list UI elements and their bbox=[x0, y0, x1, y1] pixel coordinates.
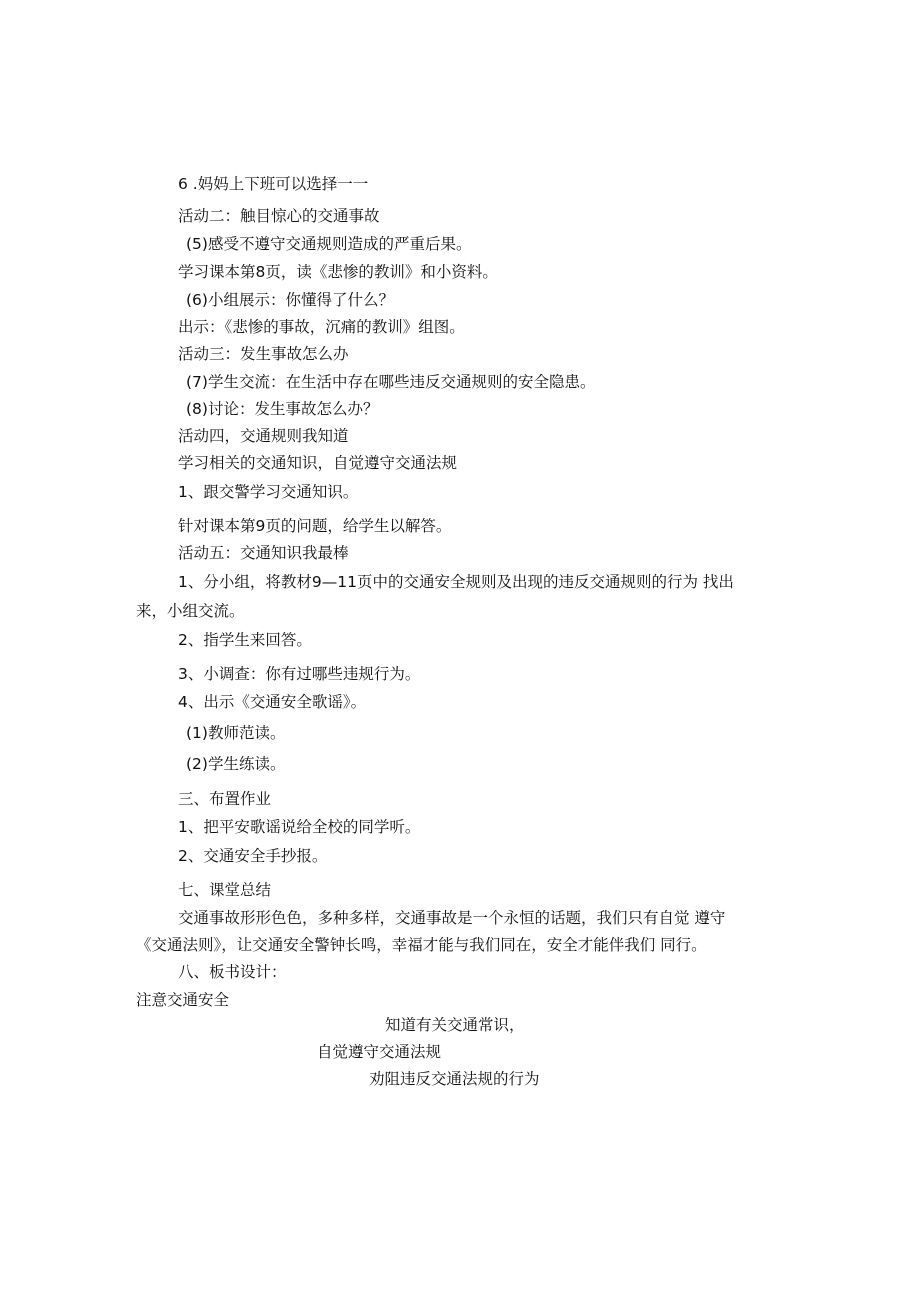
text-line: 来，小组交流。 bbox=[136, 602, 245, 620]
text-line: (6)小组展示：你懂得了什么？ bbox=[186, 291, 394, 309]
board-item: 自觉遵守交通法规 bbox=[317, 1043, 442, 1061]
text-line: 出示：《悲惨的事故，沉痛的教训》组图。 bbox=[178, 318, 465, 336]
text-line: 交通事故形形色色，多种多样，交通事故是一个永恒的话题，我们只有自觉 遵守 bbox=[178, 909, 726, 927]
text-line: (7)学生交流：在生活中存在哪些违反交通规则的安全隐患。 bbox=[186, 373, 596, 391]
section-heading: 活动五：交通知识我最棒 bbox=[178, 544, 349, 562]
board-title: 注意交通安全 bbox=[136, 991, 230, 1009]
section-heading: 七、课堂总结 bbox=[178, 881, 272, 899]
section-heading: 活动三：发生事故怎么办 bbox=[178, 345, 349, 363]
text-line: 2、交通安全手抄报。 bbox=[178, 847, 328, 865]
section-heading: 活动四，交通规则我知道 bbox=[178, 427, 349, 445]
text-line: (5)感受不遵守交通规则造成的严重后果。 bbox=[186, 235, 472, 253]
text-line: 学习相关的交通知识，自觉遵守交通法规 bbox=[178, 454, 458, 472]
text-line: 学习课本第8页，读《悲惨的教训》和小资料。 bbox=[178, 263, 498, 281]
text-line: 4、出示《交通安全歌谣》。 bbox=[178, 693, 367, 711]
text-line: (1)教师范读。 bbox=[186, 724, 286, 742]
text-line: 1、跟交警学习交通知识。 bbox=[178, 483, 359, 501]
section-heading: 活动二：触目惊心的交通事故 bbox=[178, 207, 380, 225]
text-line: 2、指学生来回答。 bbox=[178, 631, 312, 649]
text-line: 《交通法则》，让交通安全警钟长鸣，幸福才能与我们同在，安全才能伴我们 同行。 bbox=[136, 936, 707, 954]
text-line: (8)讨论：发生事故怎么办？ bbox=[186, 400, 379, 418]
text-line: (2)学生练读。 bbox=[186, 755, 286, 773]
text-line: 3、小调查：你有过哪些违规行为。 bbox=[178, 665, 421, 683]
text-line: 针对课本第9页的问题，给学生以解答。 bbox=[178, 517, 452, 535]
section-heading: 三、布置作业 bbox=[178, 790, 272, 808]
board-item: 知道有关交通常识， bbox=[385, 1016, 525, 1034]
text-line: 1、把平安歌谣说给全校的同学听。 bbox=[178, 818, 421, 836]
text-line: 1、分小组，将教材9—11页中的交通安全规则及出现的违反交通规则的行为 找出 bbox=[178, 573, 734, 591]
text-line: 6 .妈妈上下班可以选择一一 bbox=[178, 175, 369, 193]
board-item: 劝阻违反交通法规的行为 bbox=[369, 1070, 540, 1088]
section-heading: 八、板书设计： bbox=[178, 963, 287, 981]
